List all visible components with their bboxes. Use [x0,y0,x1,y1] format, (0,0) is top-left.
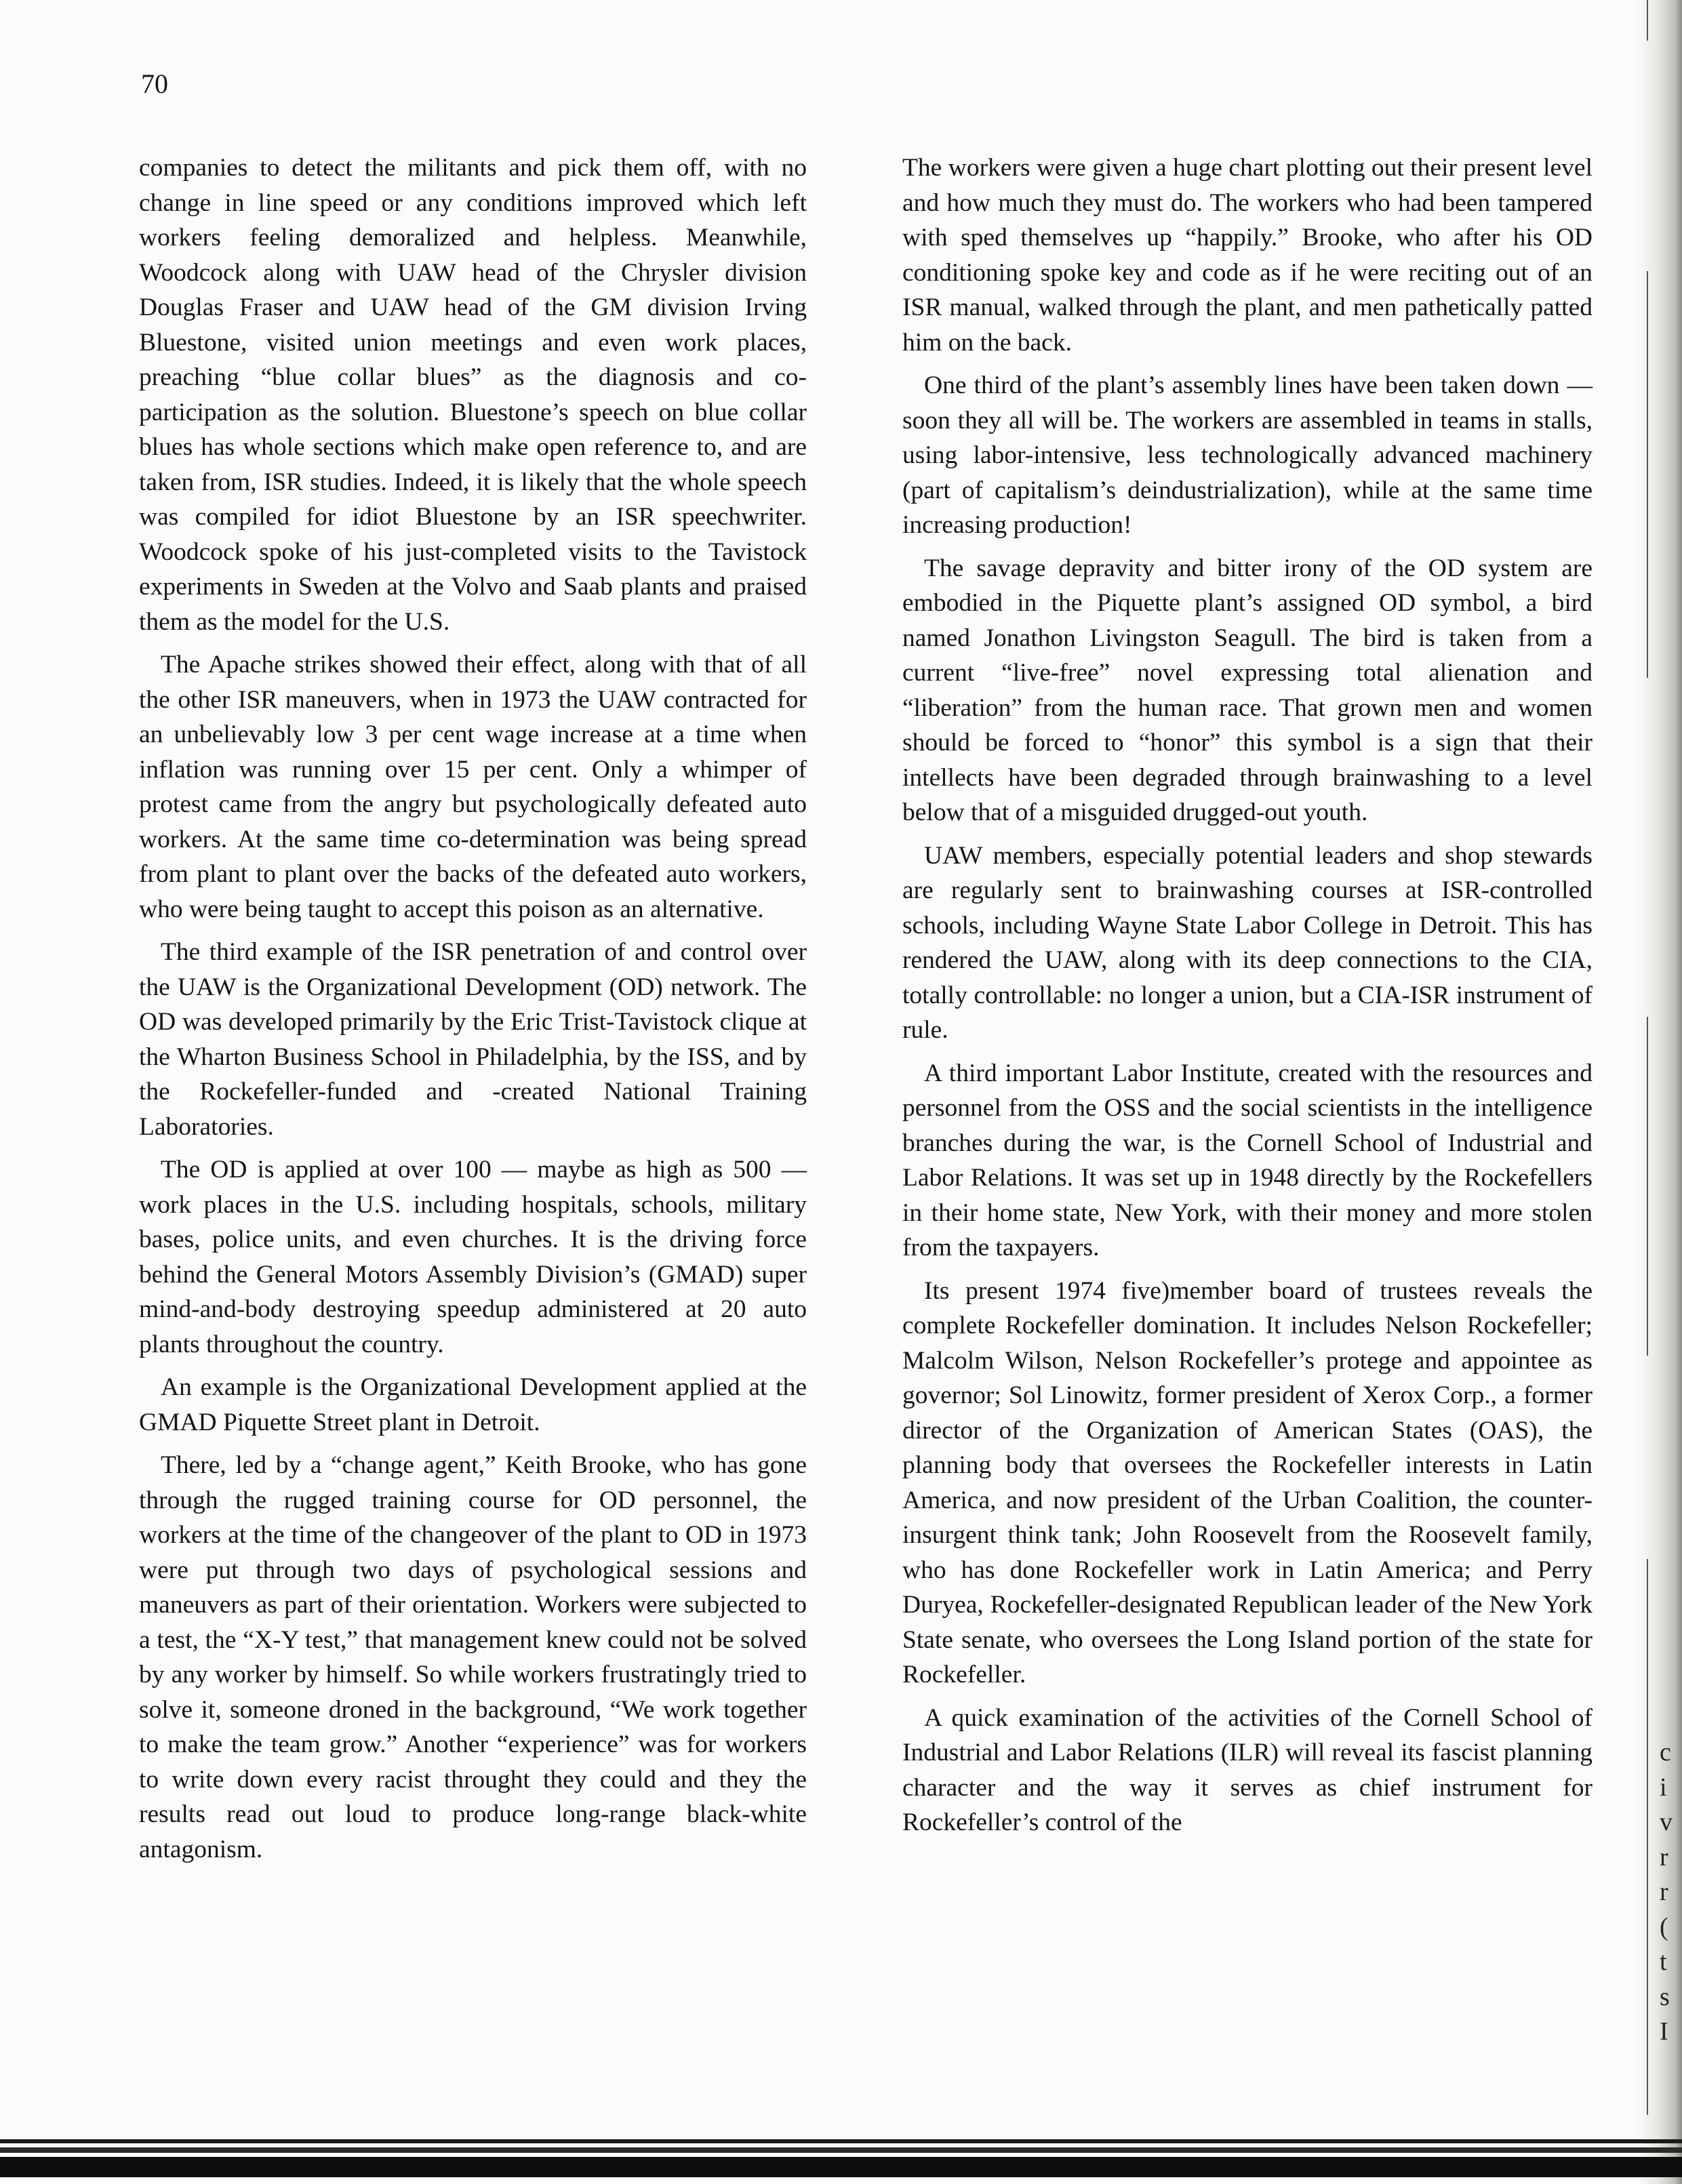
paragraph: The Apache strikes showed their effect, along with that of all the other ISR maneuvers, when in 1973 the UAW contracted for an unbelievably low 3 per cent wage increase at a time when inflation was running over 15 per cent. Only a whimper of protest came from the angry but psychologically defeated auto workers. At the same time co-determination was being spread from plant to plant over the backs of the defeated auto workers, who were being taught to accept this poison as an alternative. [139,651,807,923]
paragraph: The third example of the ISR penetration of and control over the UAW is the Organizational Development (OD) network. The OD was developed primarily by the Eric Trist-Tavistock clique at the Wharton Business School in Philadelphia, by the ISS, and by the Rockefeller-funded and -created National Training Laboratories. [139,938,807,1141]
page-number: 70 [141,68,168,99]
paragraph: companies to detect the militants and pick them off, with no change in line speed or any conditions improved which left workers feeling demoralized and helpless. Meanwhile, Woodcock along with UAW head of the Chrysler division Douglas Fraser and UAW head of the GM division Irving Bluestone, visited union meetings and even work places, preaching “blue collar blues” as the diagnosis and co-participation as the solution. Bluestone’s speech on blue collar blues has whole sections which make open reference to, and are taken from, ISR studies. Indeed, it is likely that the whole speech was compiled for idiot Bluestone by an ISR speechwriter. Woodcock spoke of his just-completed visits to the Tavistock experiments in Sweden at the Volvo and Saab plants and praised them as the model for the U.S. [139,154,807,636]
edge-letter: t [1660,1947,1667,1976]
paragraph: There, led by a “change agent,” Keith Brooke, who has gone through the rugged training course for OD personnel, the workers at the time of the changeover of the plant to OD in 1973 were put through two days of psychological sessions and maneuvers as part of their orientation. Workers were subjected to a test, the “X-Y test,” that management knew could not be solved by any worker by himself. So while workers frustratingly tried to solve it, someone droned in the background, “We work together to make the team grow.” Another “experience” was for workers to write down every racist throught they could and they the results read out loud to produce long-range black-white antagonism. [139,1451,807,1863]
adjacent-page-letters [1660,1735,1680,2050]
page-edge-mark [1647,271,1648,678]
right-column [902,150,1593,1840]
edge-letter: r [1660,1878,1668,1906]
left-column [139,150,807,1867]
edge-letter: s [1660,1982,1670,2011]
paragraph: The workers were given a huge chart plotting out their present level and how much they must do. The workers who had been tampered with sped themselves up “happily.” Brooke, who after his OD conditioning spoke key and code as if he were reciting out of an ISR manual, walked through the plant, and men pathetically patted him on the back. [902,154,1593,357]
paragraph: An example is the Organizational Development applied at the GMAD Piquette Street plant in Detroit. [139,1373,807,1436]
edge-letter: i [1660,1773,1667,1802]
edge-letter: c [1660,1738,1671,1766]
page-edge-mark [1647,1017,1648,1356]
edge-letter: r [1660,1842,1668,1872]
paragraph: UAW members, especially potential leaders and shop stewards are regularly sent to brainwashing courses at ISR-controlled schools, including Wayne State Labor College in Detroit. This has rendered the UAW, along with its deep connections to the CIA, totally controllable: no longer a union, but a CIA-ISR instrument of rule. [902,841,1593,1044]
paragraph: One third of the plant’s assembly lines have been taken down — soon they all will be. The workers are assembled in teams in stalls, using labor-intensive, less technologically advanced machinery (part of capitalism’s deindustrialization), while at the same time increasing production! [902,371,1593,539]
paragraph: Its present 1974 five)member board of trustees reveals the complete Rockefeller domination. It includes Nelson Rockefeller; Malcolm Wilson, Nelson Rockefeller’s protege and appointee as governor; Sol Linowitz, former president of Xerox Corp., a former director of the Organization of American States (OAS), the planning body that oversees the Rockefeller interests in Latin America, and now president of the Urban Coalition, the counter-insurgent think tank; John Roosevelt from the Roosevelt family, who has done Rockefeller work in Latin America; and Perry Duryea, Rockefeller-designated Republican leader of the New York State senate, who oversees the Long Island portion of the state for Rockefeller. [902,1276,1593,1688]
paragraph: A quick examination of the activities of the Cornell School of Industrial and Labor Relations (ILR) will reveal its fascist planning character and the way it serves as chief instrument for Rockefeller’s control of the [902,1703,1593,1836]
edge-letter: v [1660,1808,1673,1836]
page-edge-mark [1647,0,1648,41]
paragraph: The OD is applied at over 100 — maybe as high as 500 — work places in the U.S. including hospitals, schools, military bases, police units, and even churches. It is the driving force behind the General Motors Assembly Division’s (GMAD) super mind-and-body destroying speedup administered at 20 auto plants throughout the country. [139,1156,807,1358]
paragraph: The savage depravity and bitter irony of the OD system are embodied in the Piquette plant’s assigned OD symbol, a bird named Jonathon Livingston Seagull. The bird is taken from a current “live-free” novel expressing total alienation and “liberation” from the human race. That grown men and women should be forced to “honor” this symbol is a sign that their intellects have been degraded through brainwashing to a level below that of a misguided drugged-out youth. [902,554,1593,826]
edge-letter: I [1660,2017,1668,2046]
paragraph: A third important Labor Institute, created with the resources and personnel from the OSS and the social scientists in the intelligence branches during the war, is the Cornell School of Industrial and Labor Relations. It was set up in 1948 directly by the Rockefellers in their home state, New York, with their money and more stolen from the taxpayers. [902,1059,1593,1261]
edge-letter: ( [1660,1912,1668,1941]
page-edge-mark [1647,1559,1648,2115]
